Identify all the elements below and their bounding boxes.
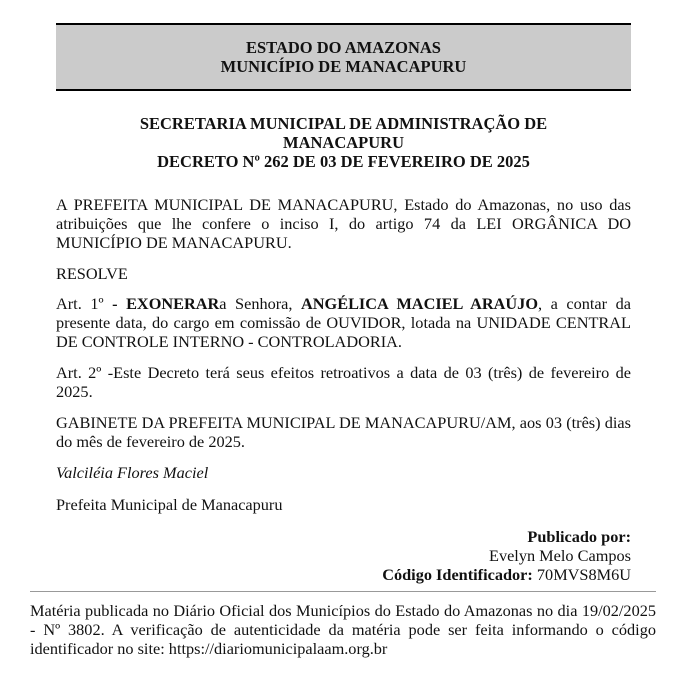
article-1-person-name: ANGÉLICA MACIEL ARAÚJO xyxy=(301,294,538,313)
article-1-text-a: a Senhora, xyxy=(219,294,302,313)
published-by-name: Evelyn Melo Campos xyxy=(489,546,631,565)
document-header xyxy=(56,23,631,91)
code-label: Código Identificador: xyxy=(382,565,533,584)
decree-number: DECRETO Nº 262 DE 03 DE FEVEREIRO DE 2025 xyxy=(157,152,530,171)
article-1 xyxy=(56,294,631,351)
publication-info xyxy=(382,527,631,584)
footer-divider xyxy=(30,591,656,592)
secretariat-line-2: MANACAPURU xyxy=(283,133,404,152)
secretariat-line-1: SECRETARIA MUNICIPAL DE ADMINISTRAÇÃO DE xyxy=(139,114,548,133)
closing-paragraph: GABINETE DA PREFEITA MUNICIPAL DE MANACAPURU/AM, aos 03 (três) dias do mês de fevereiro de 2025. xyxy=(56,413,631,451)
resolve-heading: RESOLVE xyxy=(56,264,128,283)
signatory-name: Valciléia Flores Maciel xyxy=(56,463,209,482)
decree-title xyxy=(56,114,631,171)
published-by-label: Publicado por: xyxy=(527,527,631,546)
article-2: Art. 2º -Este Decreto terá seus efeitos retroativos a data de 03 (três) de fevereiro de 2025. xyxy=(56,363,631,401)
signatory-role: Prefeita Municipal de Manacapuru xyxy=(56,495,283,514)
preamble-paragraph: A PREFEITA MUNICIPAL DE MANACAPURU, Estado do Amazonas, no uso das atribuições que lhe confere o inciso I, do artigo 74 da LEI ORGÂNICA DO MUNICÍPIO DE MANACAPURU. xyxy=(56,195,631,252)
article-1-prefix: Art. 1º xyxy=(56,294,113,313)
municipality-name: MUNICÍPIO DE MANACAPURU xyxy=(220,57,467,76)
article-1-action: - EXONERAR xyxy=(112,294,220,313)
footer-notice: Matéria publicada no Diário Oficial dos Municípios do Estado do Amazonas no dia 19/02/2025 - Nº 3802. A verificação de autenticidade da matéria pode ser feita informando o código identificador no site: https://diariomunicipalaam.org.br xyxy=(30,601,656,658)
code-value: 70MVS8M6U xyxy=(536,565,631,584)
article-1-text-b: , a contar da presente data, do cargo em comissão de OUVIDOR, lotada na UNIDADE CENTRAL DE CONTROLE INTERNO - CONTROLADORIA. xyxy=(56,294,632,351)
state-name: ESTADO DO AMAZONAS xyxy=(246,38,441,57)
